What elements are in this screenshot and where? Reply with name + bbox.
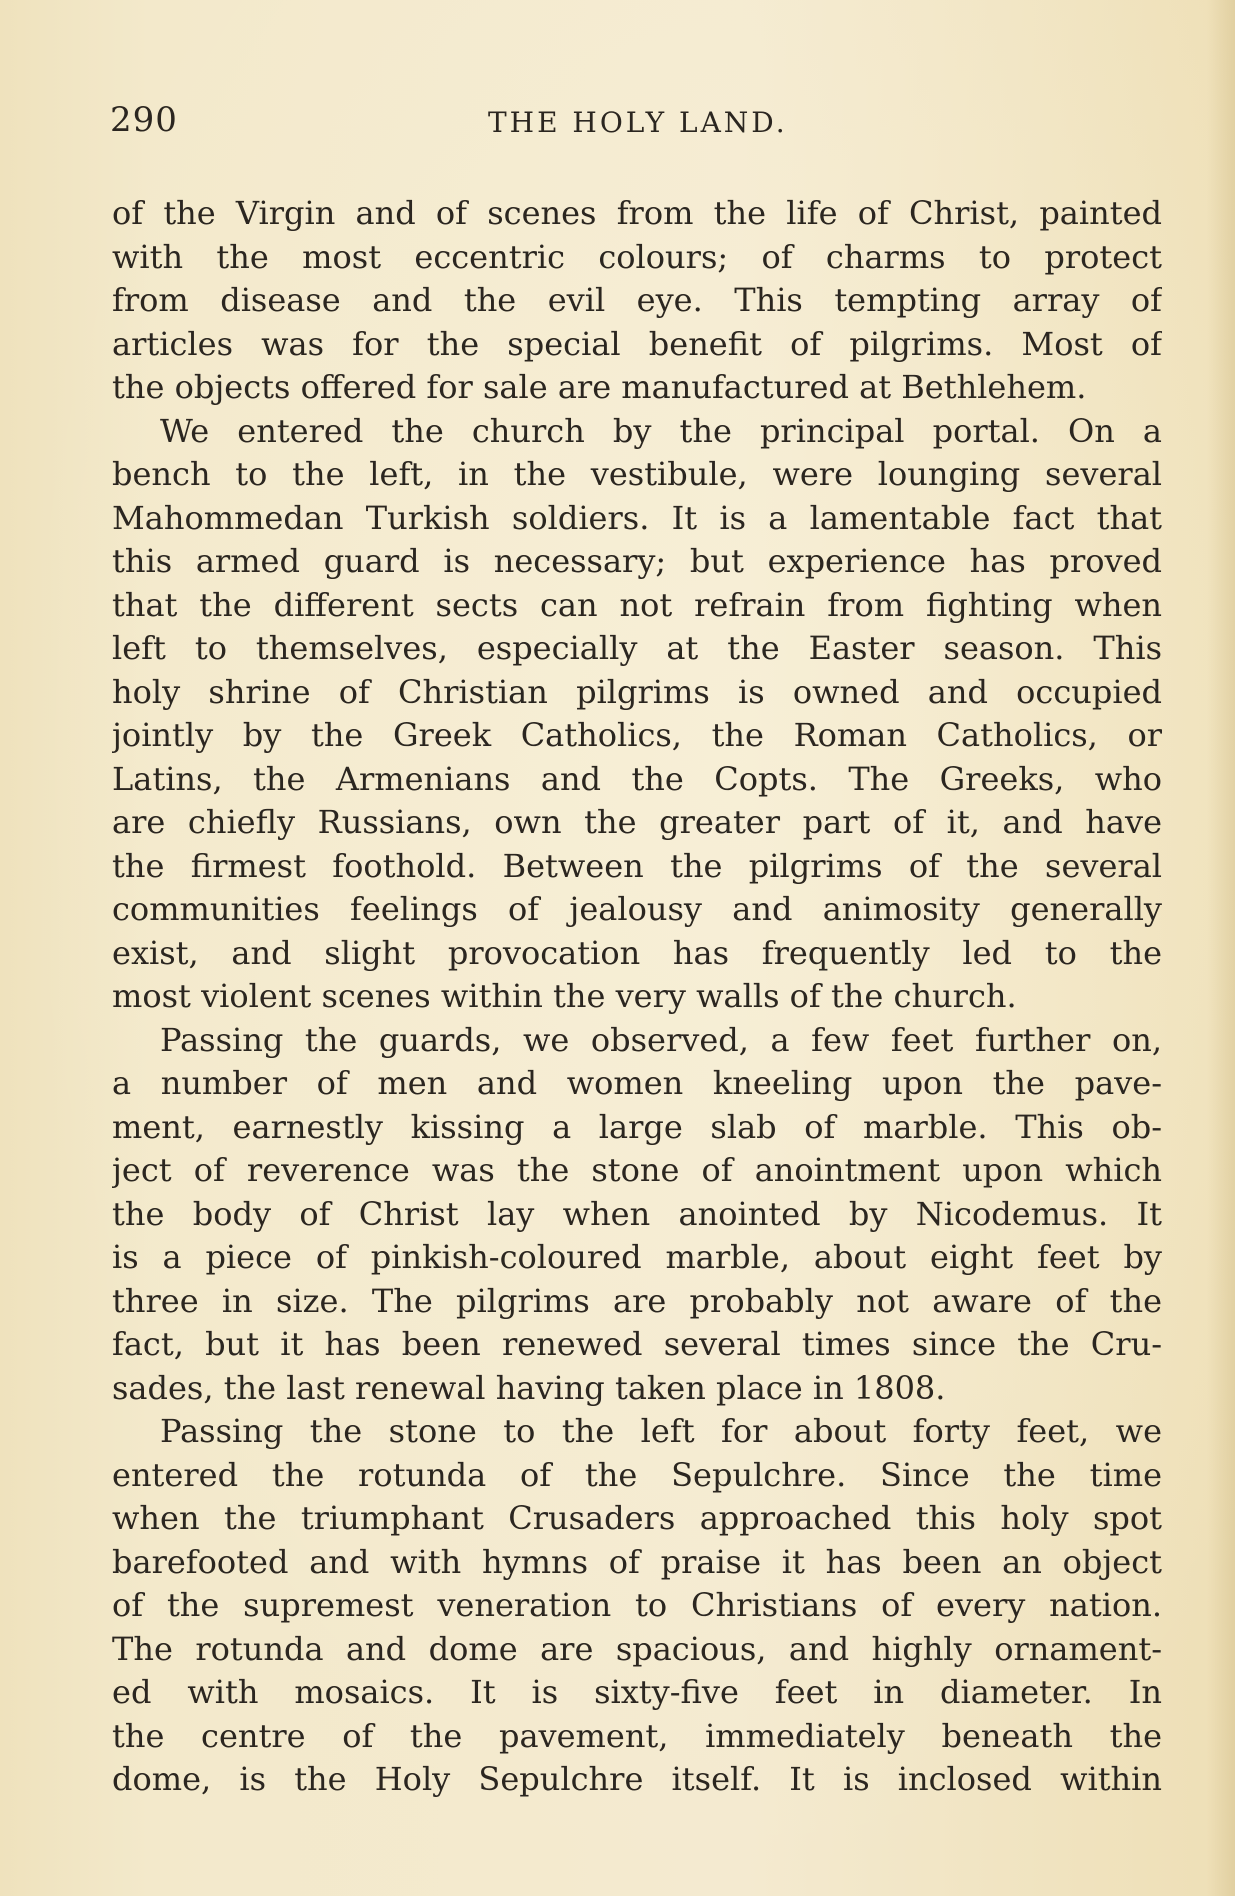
text-line: that the different sects can not refrain from fighting when <box>112 585 1162 624</box>
text-line: The rotunda and dome are spacious, and highly ornament- <box>112 1629 1162 1668</box>
text-line: the firmest foothold. Between the pilgrims of the several <box>112 846 1162 885</box>
text-line: Passing the guards, we observed, a few feet further on, <box>160 1020 1162 1059</box>
text-line: with the most eccentric colours; of charms to protect <box>112 237 1162 276</box>
running-title: THE HOLY LAND. <box>488 106 788 139</box>
text-line: We entered the church by the principal portal. On a <box>160 411 1162 450</box>
text-line: Passing the stone to the left for about forty feet, we <box>160 1412 1162 1450</box>
text-line: jointly by the Greek Catholics, the Roman Catholics, or <box>112 716 1162 754</box>
text-line: articles was for the special benefit of pilgrims. Most of <box>112 324 1162 363</box>
text-line: Latins, the Armenians and the Copts. The Greeks, who <box>112 759 1162 798</box>
text-line: sades, the last renewal having taken place in 1808. <box>112 1368 946 1407</box>
text-line: ject of reverence was the stone of anointment upon which <box>112 1151 1162 1189</box>
text-line: when the triumphant Crusaders approached this holy spot <box>112 1499 1162 1537</box>
text-line: is a piece of pinkish-coloured marble, about eight feet by <box>112 1238 1162 1276</box>
text-line: communities feelings of jealousy and animosity generally <box>112 890 1162 928</box>
text-line: barefooted and with hymns of praise it has been an object <box>112 1542 1162 1581</box>
text-line: from disease and the evil eye. This tempting array of <box>112 281 1162 319</box>
text-line: three in size. The pilgrims are probably not aware of the <box>112 1281 1162 1320</box>
text-line: holy shrine of Christian pilgrims is owned and occupied <box>112 672 1162 711</box>
text-line: the objects offered for sale are manufactured at Bethlehem. <box>112 368 1087 406</box>
text-line: ed with mosaics. It is sixty-five feet in diameter. In <box>112 1673 1162 1711</box>
page-header <box>108 100 1168 146</box>
text-line: bench to the left, in the vestibule, were lounging several <box>112 455 1162 493</box>
text-line: dome, is the Holy Sepulchre itself. It is inclosed within <box>112 1760 1162 1798</box>
text-line: entered the rotunda of the Sepulchre. Since the time <box>112 1455 1162 1494</box>
text-line: ment, earnestly kissing a large slab of marble. This ob- <box>112 1107 1162 1146</box>
page-gutter-shadow <box>1207 0 1235 1896</box>
text-line: most violent scenes within the very walls of the church. <box>112 977 1017 1015</box>
body-text <box>112 192 1162 1802</box>
text-line: the centre of the pavement, immediately beneath the <box>112 1716 1162 1755</box>
text-line: exist, and slight provocation has frequently led to the <box>112 933 1162 972</box>
text-line: this armed guard is necessary; but experience has proved <box>112 542 1162 580</box>
text-line: fact, but it has been renewed several times since the Cru- <box>112 1325 1162 1363</box>
text-line: Mahommedan Turkish soldiers. It is a lamentable fact that <box>112 498 1162 537</box>
text-line: left to themselves, especially at the Easter season. This <box>112 629 1162 667</box>
page-number: 290 <box>110 100 178 140</box>
text-line: a number of men and women kneeling upon the pave- <box>112 1064 1162 1102</box>
text-line: are chiefly Russians, own the greater part of it, and have <box>112 803 1162 841</box>
text-line: the body of Christ lay when anointed by Nicodemus. It <box>112 1194 1162 1233</box>
text-line: of the supremest veneration to Christians of every nation. <box>112 1586 1162 1624</box>
text-line: of the Virgin and of scenes from the life of Christ, painted <box>112 194 1162 232</box>
